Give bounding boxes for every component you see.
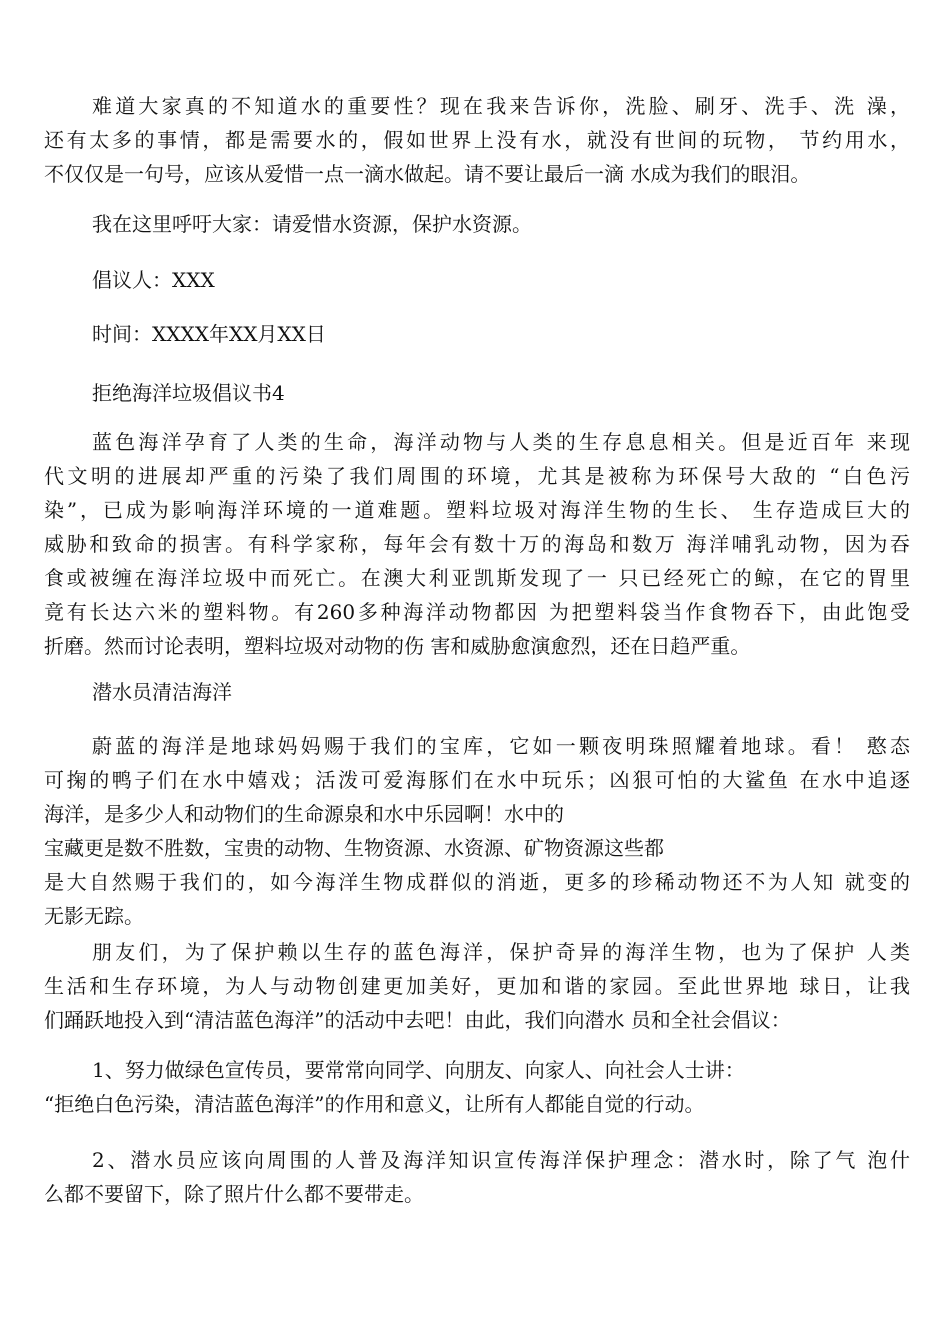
proposal-item-1 <box>44 1053 910 1121</box>
initiator-line <box>44 263 910 297</box>
section-title-proposal-4 <box>44 376 910 410</box>
text-line: 宝藏更是数不胜数，宝贵的动物、生物资源、水资源、矿物资源这些都 <box>44 836 664 860</box>
text-line: 还有太多的事情，都是需要水的，假如世界上没有水，就没有世间的玩物， 节约用水， <box>44 128 910 152</box>
text-line: 生活和生存环境，为人与动物创建更加美好，更加和谐的家园。至此世界地 球日，让我 <box>44 974 910 998</box>
text-line: 倡议人：XXX <box>92 268 215 292</box>
text-line: 潜水员清洁海洋 <box>92 680 232 704</box>
text-line: 蓝色海洋孕育了人类的生命，海洋动物与人类的生存息息相关。但是近百年 来现 <box>92 430 910 454</box>
paragraph-water-importance <box>44 89 910 191</box>
text-line: “拒绝白色污染，清洁蓝色海洋”的作用和意义，让所有人都能自觉的行动。 <box>44 1092 705 1116</box>
text-line: 2、潜水员应该向周围的人普及海洋知识宣传海洋保护理念：潜水时，除了气 泡什 <box>92 1148 910 1172</box>
text-line: 海洋，是多少人和动物们的生命源泉和水中乐园啊！水中的 <box>44 802 564 826</box>
text-line: 拒绝海洋垃圾倡议书4 <box>92 381 285 405</box>
text-line: 代文明的进展却严重的污染了我们周围的环境，尤其是被称为环保号大敌的 “白色污 <box>44 464 910 488</box>
date-line <box>44 317 910 351</box>
paragraph-ocean-pollution <box>44 425 910 663</box>
text-line: 么都不要留下，除了照片什么都不要带走。 <box>44 1182 424 1206</box>
paragraph-appeal <box>44 207 910 241</box>
text-line: 时间：XXXX年XX月XX日 <box>92 322 326 346</box>
text-line: 可掬的鸭子们在水中嬉戏；活泼可爱海豚们在水中玩乐；凶狠可怕的大鲨鱼 在水中追逐 <box>44 768 910 792</box>
text-line: 染”，已成为影响海洋环境的一道难题。塑料垃圾对海洋生物的生长、 生存造成巨大的 <box>44 498 910 522</box>
section-title-divers <box>44 675 910 709</box>
text-line: 食或被缠在海洋垃圾中而死亡。在澳大利亚凯斯发现了一 只已经死亡的鲸，在它的胃里 <box>44 566 910 590</box>
paragraph-friends-appeal <box>44 935 910 1037</box>
text-line: 折磨。然而讨论表明，塑料垃圾对动物的伤 害和威胁愈演愈烈，还在日趋严重。 <box>44 634 751 658</box>
text-line: 朋友们，为了保护赖以生存的蓝色海洋，保护奇异的海洋生物，也为了保护 人类 <box>92 940 910 964</box>
proposal-item-2 <box>44 1143 910 1211</box>
text-line: 难道大家真的不知道水的重要性？现在我来告诉你，洗脸、刷牙、洗手、洗 澡， <box>92 94 910 118</box>
text-line: 是大自然赐于我们的，如今海洋生物成群似的消逝，更多的珍稀动物还不为人知 就变的 <box>44 870 910 894</box>
text-line: 不仅仅是一句号，应该从爱惜一点一滴水做起。请不要让最后一滴 水成为我们的眼泪。 <box>44 162 811 186</box>
text-line: 1、努力做绿色宣传员，要常常向同学、向朋友、向家人、向社会人士讲： <box>92 1058 745 1082</box>
text-line: 蔚蓝的海洋是地球妈妈赐于我们的宝库，它如一颗夜明珠照耀着地球。看！ 憨态 <box>92 734 910 758</box>
text-line: 竟有长达六米的塑料物。有260多种海洋动物都因 为把塑料袋当作食物吞下，由此饱受 <box>44 600 910 624</box>
text-line: 们踊跃地投入到“清洁蓝色海洋”的活动中去吧！由此，我们向潜水 员和全社会倡议： <box>44 1008 791 1032</box>
paragraph-blue-ocean <box>44 729 910 933</box>
text-line: 威胁和致命的损害。有科学家称，每年会有数十万的海岛和数万 海洋哺乳动物，因为吞 <box>44 532 910 556</box>
text-line: 无影无踪。 <box>44 904 144 928</box>
text-line: 我在这里呼吁大家：请爱惜水资源，保护水资源。 <box>92 212 532 236</box>
